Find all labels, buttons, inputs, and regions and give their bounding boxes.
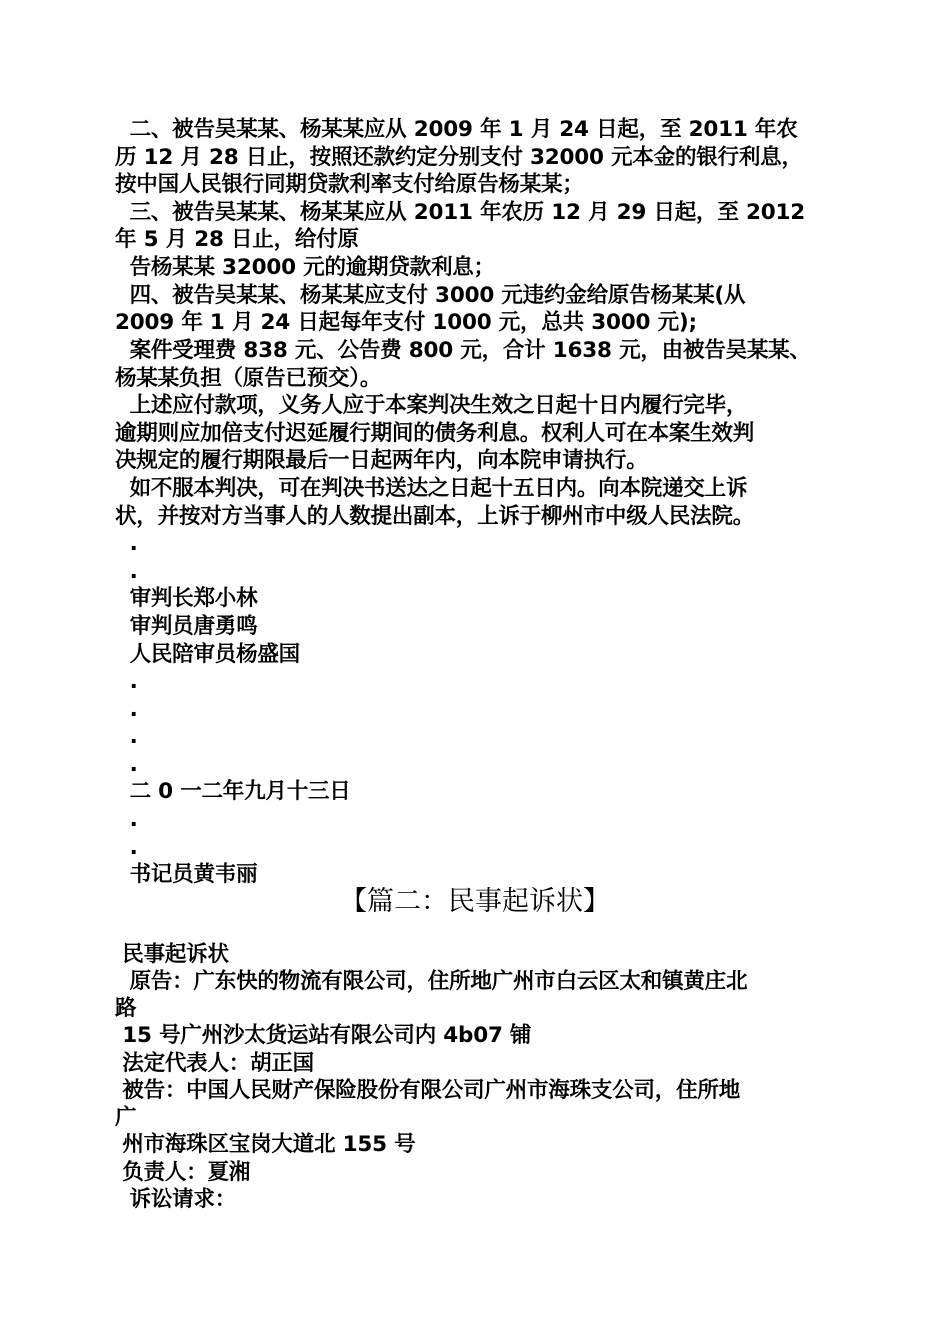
complaint-heading: 民事起诉状 [115,942,229,967]
text-line: 年 5 月 28 日止，给付原 [115,227,359,252]
clerk: 书记员黄韦丽 [115,862,258,887]
text-line: 四、被告吴某某、杨某某应支付 3000 元违约金给原告杨某某(从 [115,283,746,308]
text-line: 二、被告吴某某、杨某某应从 2009 年 1 月 24 日起，至 2011 年农 [115,117,798,142]
text-line: 法定代表人：胡正国 [115,1051,314,1076]
dot-separator: . [115,835,138,860]
text-line: 路 [115,996,137,1021]
judge: 审判员唐勇鸣 [115,614,258,639]
text-line: 案件受理费 838 元、公告费 800 元，合计 1638 元，由被告吴某某、 [115,338,811,363]
text-line: 诉讼请求： [115,1187,237,1212]
text-line: 三、被告吴某某、杨某某应从 2011 年农历 12 月 29 日起，至 2012 [115,200,805,225]
text-line: 15 号广州沙太货运站有限公司内 4b07 铺 [115,1023,532,1048]
dot-separator: . [115,752,138,777]
text-line: 状，并按对方当事人的人数提出副本，上诉于柳州市中级人民法院。 [115,504,755,529]
text-line: 广 [115,1105,137,1130]
judgment-date: 二 0 一二年九月十三日 [115,779,351,804]
text-line: 杨某某负担（原告已预交）。 [115,366,382,391]
dot-separator: . [115,724,138,749]
section-title: 【篇二：民事起诉状】 [340,886,610,917]
text-line: 被告：中国人民财产保险股份有限公司广州市海珠支公司，住所地 [115,1078,740,1103]
dot-separator: . [115,669,138,694]
text-line: 负责人：夏湘 [115,1160,251,1185]
presiding-judge: 审判长郑小林 [115,586,258,611]
text-line: 原告：广东快的物流有限公司，住所地广州市白云区太和镇黄庄北 [115,969,748,994]
text-line: 上述应付款项，义务人应于本案判决生效之日起十日内履行完毕， [115,393,748,418]
dot-separator: . [115,531,138,556]
text-line: 历 12 月 28 日止，按照还款约定分别支付 32000 元本金的银行利息， [115,145,803,170]
people-assessor: 人民陪审员杨盛国 [115,642,300,667]
text-line: 州市海珠区宝岗大道北 155 号 [115,1132,416,1157]
dot-separator: . [115,807,138,832]
dot-separator: . [115,559,138,584]
text-line: 如不服本判决，可在判决书送达之日起十五日内。向本院递交上诉 [115,476,748,501]
text-line: 2009 年 1 月 24 日起每年支付 1000 元，总共 3000 元); [115,310,697,335]
text-line: 逾期则应加倍支付迟延履行期间的债务利息。权利人可在本案生效判 [115,421,755,446]
text-line: 按中国人民银行同期贷款利率支付给原告杨某某； [115,172,584,197]
dot-separator: . [115,697,138,722]
text-line: 决规定的履行期限最后一日起两年内，向本院申请执行。 [115,448,648,473]
text-line: 告杨某某 32000 元的逾期贷款利息； [115,255,495,280]
